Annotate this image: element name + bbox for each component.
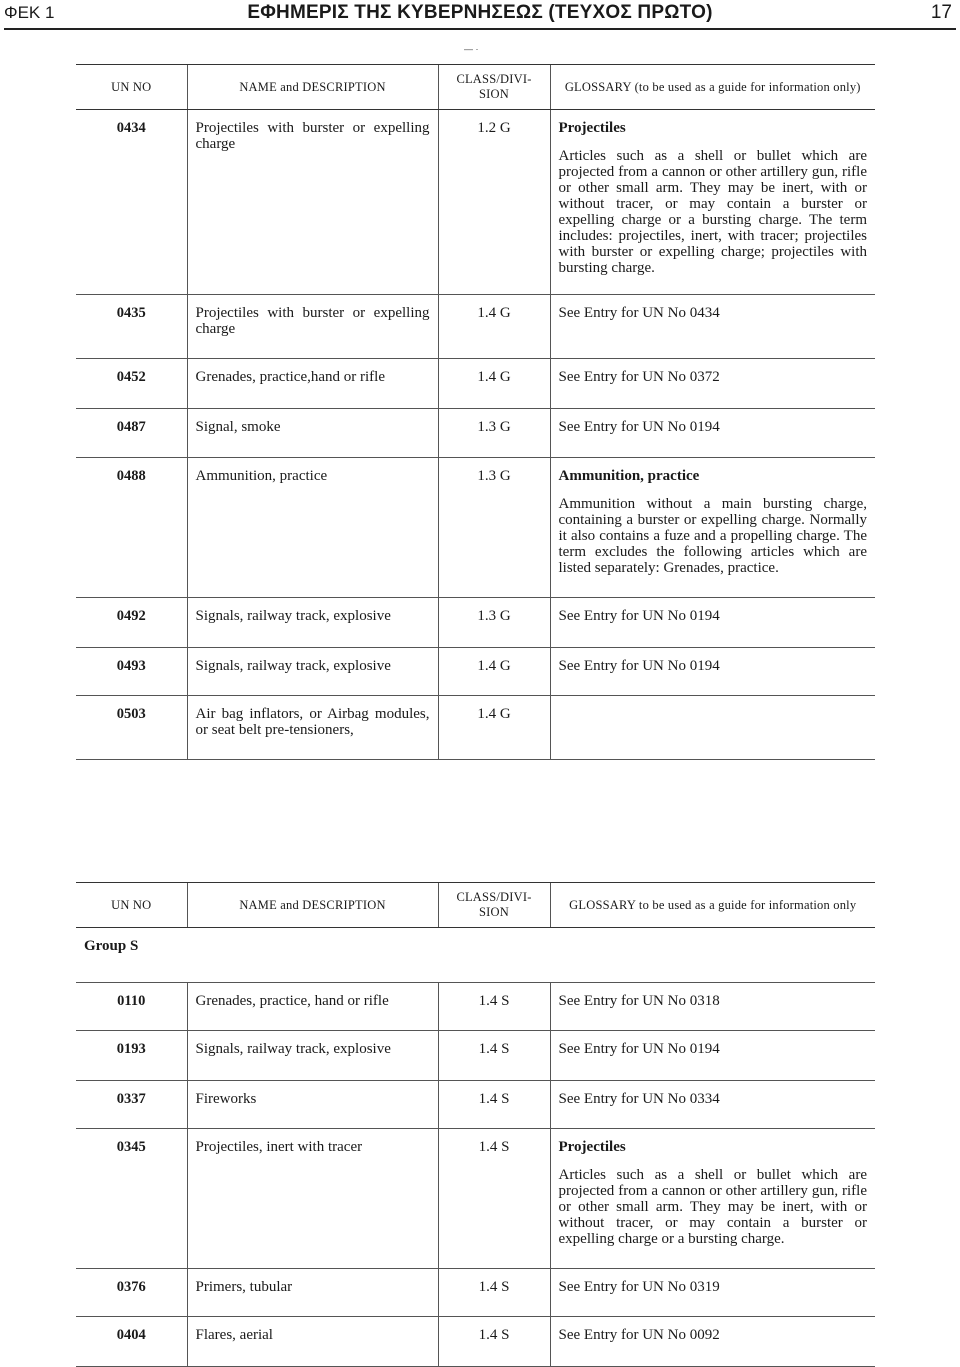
un-number: 0492	[76, 598, 187, 648]
class-division: 1.4 S	[438, 1269, 550, 1317]
name-description: Flares, aerial	[187, 1317, 438, 1367]
glossary-text: See Entry for UN No 0194	[558, 1041, 720, 1057]
un-number: 0404	[76, 1317, 187, 1367]
class-division: 1.4 S	[438, 1031, 550, 1081]
table-row	[76, 458, 875, 598]
col-header-name: NAME and DESCRIPTION	[187, 65, 438, 110]
table-row	[76, 696, 875, 760]
col-header-class: CLASS/DIVI-SION	[438, 65, 550, 110]
glossary	[550, 598, 875, 648]
glossary-text: See Entry for UN No 0092	[558, 1327, 720, 1343]
glossary-text: Articles such as a shell or bullet which are projected from a cannon or other artillery gun, rifle or other small arm. They may be inert, with or without tracer, or may contain a burster or expelling charge or a bursting charge. The term includes: projectiles, inert, with tracer; projectiles with burster or expelling charge; projectiles with bursting charge.	[558, 148, 867, 276]
glossary	[550, 696, 875, 760]
glossary-text: See Entry for UN No 0372	[558, 369, 720, 385]
table-row	[76, 598, 875, 648]
name-description: Ammunition, practice	[187, 458, 438, 598]
glossary-text: Articles such as a shell or bullet which are projected from a cannon or other artillery gun, rifle or other small arm. They may be inert, with or without tracer, or may contain a burster or expelling charge or a bursting charge.	[558, 1167, 867, 1247]
name-description: Primers, tubular	[187, 1269, 438, 1317]
un-number: 0435	[76, 295, 187, 359]
glossary	[550, 110, 875, 295]
glossary-text: Ammunition without a main bursting charge, containing a burster or expelling charge. Normally it also contains a fuze and a propelling charge. The term excludes the following articles which are listed separately: Grenades, practice.	[558, 496, 867, 576]
table-row	[76, 1031, 875, 1081]
glossary	[550, 295, 875, 359]
table-row	[76, 359, 875, 409]
glossary	[550, 648, 875, 696]
un-number: 0503	[76, 696, 187, 760]
gazette-title: ΕΦΗΜΕΡΙΣ ΤΗΣ ΚΥΒΕΡΝΗΣΕΩΣ (ΤΕΥΧΟΣ ΠΡΩΤΟ)	[247, 2, 713, 23]
glossary-term: Ammunition, practice	[558, 468, 700, 484]
name-description: Projectiles with burster or expelling charge	[187, 295, 438, 359]
class-division: 1.4 G	[438, 648, 550, 696]
un-number: 0452	[76, 359, 187, 409]
glossary-text: See Entry for UN No 0319	[558, 1279, 720, 1295]
glossary-term: Projectiles	[558, 1139, 626, 1155]
class-division: 1.3 G	[438, 598, 550, 648]
table-header-row	[76, 65, 875, 110]
table-row	[76, 409, 875, 458]
table-header-row	[76, 883, 875, 928]
un-number: 0488	[76, 458, 187, 598]
glossary-text: See Entry for UN No 0434	[558, 305, 720, 321]
scan-mark: — ·	[464, 44, 479, 54]
class-division: 1.3 G	[438, 458, 550, 598]
group-row	[76, 928, 875, 983]
un-number: 0110	[76, 983, 187, 1031]
name-description: Grenades, practice,hand or rifle	[187, 359, 438, 409]
table-row	[76, 110, 875, 295]
table-row	[76, 648, 875, 696]
name-description: Projectiles with burster or expelling charge	[187, 110, 438, 295]
col-header-un-no: UN NO	[76, 65, 187, 110]
gazette-issue: ΦΕΚ 1	[4, 3, 55, 22]
col-header-class: CLASS/DIVI-SION	[438, 883, 550, 928]
class-division: 1.4 G	[438, 295, 550, 359]
glossary	[550, 359, 875, 409]
class-division: 1.4 G	[438, 359, 550, 409]
un-number: 0434	[76, 110, 187, 295]
name-description: Fireworks	[187, 1081, 438, 1129]
un-number: 0345	[76, 1129, 187, 1269]
explosives-table-group-s	[76, 882, 875, 1367]
name-description: Signal, smoke	[187, 409, 438, 458]
un-number: 0493	[76, 648, 187, 696]
table-row	[76, 1269, 875, 1317]
glossary	[550, 1269, 875, 1317]
glossary-text: See Entry for UN No 0194	[558, 608, 720, 624]
glossary	[550, 983, 875, 1031]
glossary-term: Projectiles	[558, 120, 626, 136]
col-header-glossary: GLOSSARY to be used as a guide for information only	[550, 883, 875, 928]
un-number: 0193	[76, 1031, 187, 1081]
un-number: 0337	[76, 1081, 187, 1129]
col-header-name: NAME and DESCRIPTION	[187, 883, 438, 928]
name-description: Air bag inflators, or Airbag modules, or seat belt pre-tensioners,	[187, 696, 438, 760]
class-division: 1.4 S	[438, 1317, 550, 1367]
glossary	[550, 1317, 875, 1367]
glossary-text: See Entry for UN No 0194	[558, 658, 720, 674]
table-row	[76, 1317, 875, 1367]
class-division: 1.4 S	[438, 1081, 550, 1129]
class-division: 1.4 G	[438, 696, 550, 760]
glossary	[550, 1081, 875, 1129]
group-label: Group S	[76, 928, 875, 983]
class-division: 1.2 G	[438, 110, 550, 295]
name-description: Grenades, practice, hand or rifle	[187, 983, 438, 1031]
name-description: Projectiles, inert with tracer	[187, 1129, 438, 1269]
page-number: 17	[930, 2, 952, 23]
glossary	[550, 409, 875, 458]
glossary-text: See Entry for UN No 0318	[558, 993, 720, 1009]
table-row	[76, 1081, 875, 1129]
table-row	[76, 295, 875, 359]
glossary-text: See Entry for UN No 0334	[558, 1091, 720, 1107]
header-rule	[4, 28, 956, 30]
un-number: 0487	[76, 409, 187, 458]
name-description: Signals, railway track, explosive	[187, 648, 438, 696]
glossary-text: See Entry for UN No 0194	[558, 419, 720, 435]
glossary	[550, 1031, 875, 1081]
class-division: 1.4 S	[438, 983, 550, 1031]
glossary	[550, 458, 875, 598]
class-division: 1.3 G	[438, 409, 550, 458]
explosives-table-group-g	[76, 64, 875, 760]
col-header-un-no: UN NO	[76, 883, 187, 928]
class-division: 1.4 S	[438, 1129, 550, 1269]
page-header	[0, 0, 960, 30]
name-description: Signals, railway track, explosive	[187, 1031, 438, 1081]
name-description: Signals, railway track, explosive	[187, 598, 438, 648]
table-row	[76, 983, 875, 1031]
table-row	[76, 1129, 875, 1269]
col-header-glossary: GLOSSARY (to be used as a guide for information only)	[550, 65, 875, 110]
glossary	[550, 1129, 875, 1269]
un-number: 0376	[76, 1269, 187, 1317]
